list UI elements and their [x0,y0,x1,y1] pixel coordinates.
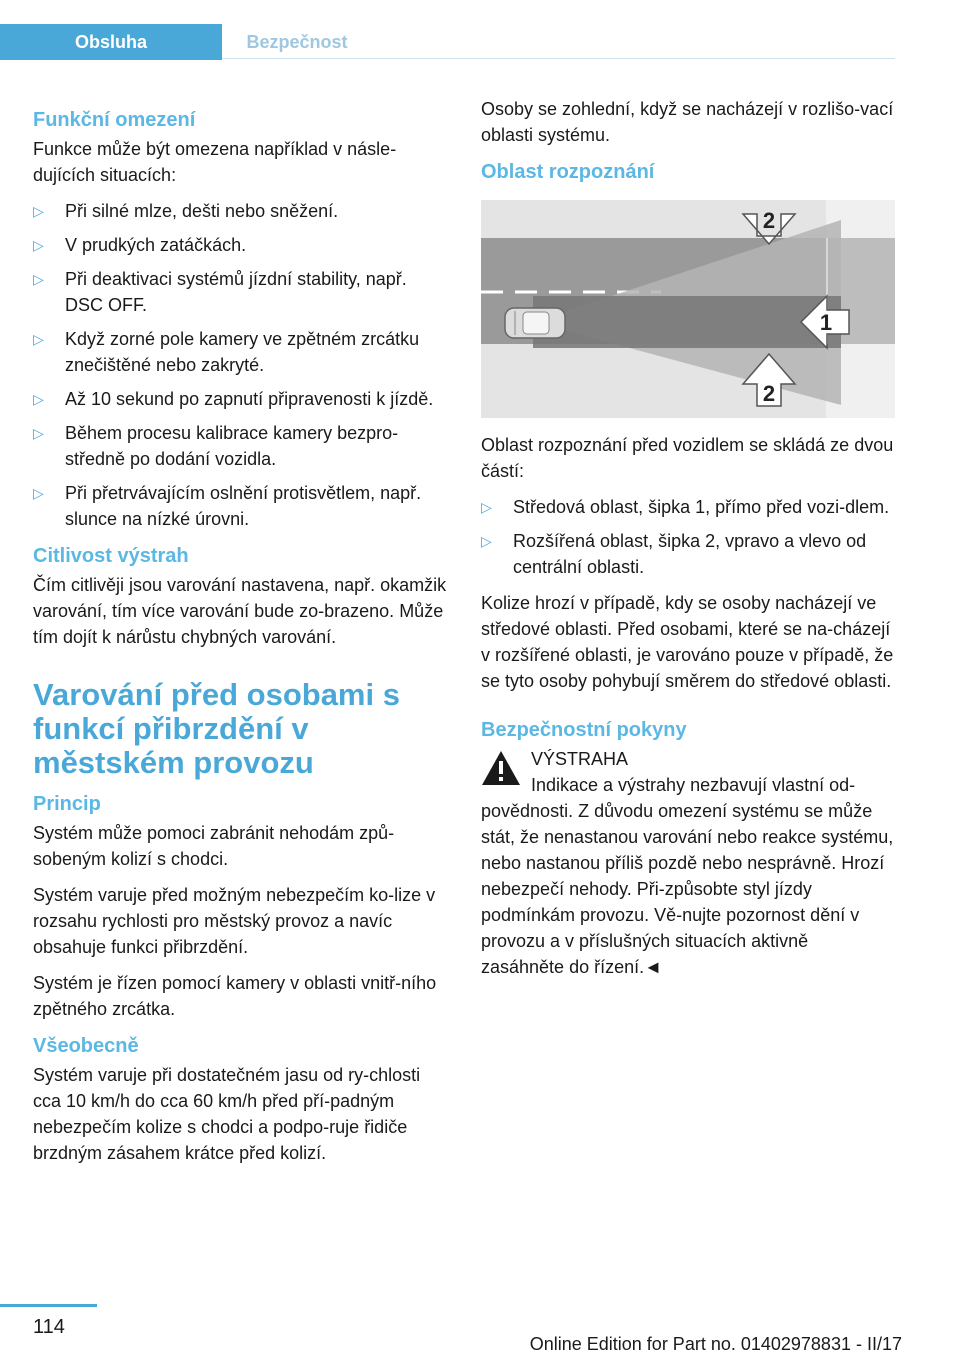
figure-label-2-top: 2 [762,208,776,233]
list-item: ▷ Při přetrvávajícím oslnění protisvětlem, např. slunce na nízké úrovni. [33,480,448,532]
list-item: ▷ Středová oblast, šipka 1, přímo před vozi-dlem. [481,494,895,520]
paragraph-principle-3: Systém je řízen pomocí kamery v oblasti vnitř-ního zpětného zrcátka. [33,973,437,1019]
heading-principle: Princip [33,793,101,815]
warning-triangle-icon [481,750,521,786]
list-item: ▷ Až 10 sekund po zapnutí připravenosti k jízdě. [33,386,448,412]
triangle-right-icon: ▷ [33,203,44,219]
detection-area-diagram [481,200,895,418]
warning-text: povědnosti. Z důvodu omezení systému se může stát, že nenastanou varování nebo reakce systému, nebo nastanou příliš pozdě nebo nesprávně. Hrozí nebezpečí nehody. Při-způsobte styl jízdy podmínkám provozu. Vě-nujte pozornost dění v provozu a v příslušných situacích aktivně zasáhněte do řízení.◄ [481,801,894,977]
list-item: ▷ Když zorné pole kamery ve zpětném zrcátku znečištěné nebo zakryté. [33,326,448,378]
footer-rule [0,1304,97,1307]
areas-list [481,494,895,580]
limits-list [33,198,448,532]
paragraph-principle-1: Systém může pomoci zabránit nehodám způ-sobeným kolizí s chodci. [33,823,395,869]
paragraph-detection-parts: Oblast rozpoznání před vozidlem se skládá ze dvou částí: [481,435,894,481]
triangle-right-icon: ▷ [481,499,492,515]
paragraph-sensitivity: Čím citlivěji jsou varování nastavena, např. okamžik varování, tím více varování bude zo-brazeno. Může tím dojít k nárůstu chybných varování. [33,575,447,647]
figure-label-2-bottom: 2 [762,381,776,406]
triangle-right-icon: ▷ [33,485,44,501]
warning-lead: Indikace a výstrahy nezbavují vlastní od- [531,775,856,795]
heading-detection-area: Oblast rozpoznání [481,161,655,183]
triangle-right-icon: ▷ [33,331,44,347]
paragraph-principle-2: Systém varuje před možným nebezpečím ko-lize v rozsahu rychlosti pro městský provoz a navíc obsahuje funkci přibrzdění. [33,885,436,957]
list-item: ▷ Během procesu kalibrace kamery bezpro-středně po dodání vozidla. [33,420,448,472]
warning-block [481,746,895,980]
right-column [481,96,895,980]
heading-pedestrian-warning: Varování před osobami s funkcí přibrzdění v městském provozu [33,677,400,780]
figure-label-1: 1 [819,310,833,335]
list-item: ▷ V prudkých zatáčkách. [33,232,448,258]
tab-obsluha[interactable]: Obsluha [0,24,222,60]
edition-note: Online Edition for Part no. 01402978831 - II/17 [529,1334,902,1354]
heading-warning-sensitivity: Citlivost výstrah [33,545,189,567]
tab-bezpecnost[interactable]: Bezpečnost [246,32,348,52]
triangle-right-icon: ▷ [33,237,44,253]
heading-functional-limits: Funkční omezení [33,109,196,131]
triangle-right-icon: ▷ [33,425,44,441]
triangle-right-icon: ▷ [33,271,44,287]
left-column [33,96,448,1176]
heading-general: Všeobecně [33,1035,139,1057]
list-item: ▷ Při deaktivaci systémů jízdní stability, např. DSC OFF. [33,266,448,318]
paragraph-limits-intro: Funkce může být omezena například v násle-dujících situacích: [33,139,397,185]
paragraph-persons-intro: Osoby se zohlední, když se nacházejí v rozlišo-vací oblasti systému. [481,99,894,145]
triangle-right-icon: ▷ [33,391,44,407]
warning-title: VÝSTRAHA [531,749,629,769]
car-icon [505,308,565,338]
triangle-right-icon: ▷ [481,533,492,549]
page-number: 114 [33,1316,65,1338]
list-item: ▷ Rozšířená oblast, šipka 2, vpravo a vlevo od centrální oblasti. [481,528,895,580]
list-item: ▷ Při silné mlze, dešti nebo sněžení. [33,198,448,224]
paragraph-general: Systém varuje při dostatečném jasu od ry-chlosti cca 10 km/h do cca 60 km/h před pří-padným nebezpečím kolize s chodci a podpo-ruje řidiče brzdným zásahem krátce před kolizí. [33,1065,421,1163]
detection-area-figure [481,200,895,418]
heading-safety-notes: Bezpečnostní pokyny [481,719,687,741]
paragraph-collision: Kolize hrozí v případě, kdy se osoby nacházejí ve středové oblasti. Před osobami, které se na-cházejí v rozšířené oblasti, je varováno pouze v případě, že se tyto osoby pohybují směrem do středové oblasti. [481,593,894,691]
